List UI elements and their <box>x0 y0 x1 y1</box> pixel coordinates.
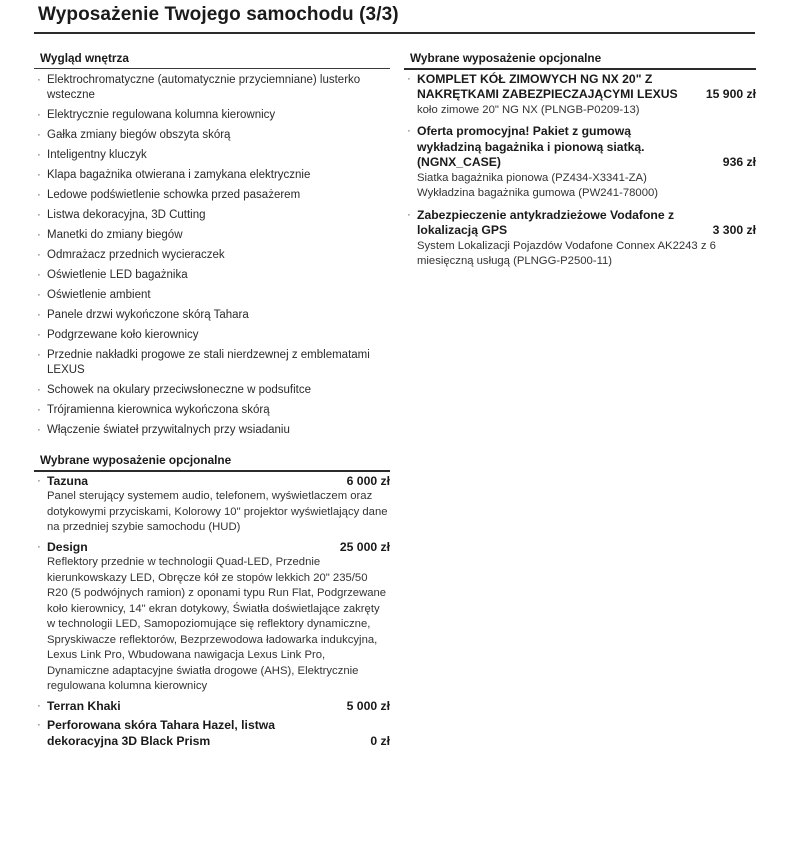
interior-feature-item <box>34 228 390 243</box>
interior-feature-item <box>34 383 390 398</box>
option-description-line: koło zimowe 20" NG NX (PLNGB-P0209-13) <box>417 103 640 116</box>
right-column <box>404 51 756 276</box>
bullet-icon: · <box>37 169 41 181</box>
interior-feature-text: Odmrażacz przednich wycieraczek <box>47 249 225 261</box>
bullet-icon: · <box>37 109 41 121</box>
interior-feature-item <box>34 168 390 183</box>
interior-feature-item <box>34 108 390 123</box>
interior-feature-text: Manetki do zmiany biegów <box>47 229 183 241</box>
bullet-icon: · <box>37 229 41 241</box>
interior-feature-text: Przednie nakładki progowe ze stali nierdzewnej z emblematami LEXUS <box>47 349 370 376</box>
interior-feature-item <box>34 423 390 438</box>
bullet-icon: · <box>37 149 41 161</box>
bullet-icon: · <box>37 329 41 341</box>
bullet-icon: · <box>37 719 41 731</box>
bullet-icon: · <box>37 540 41 553</box>
option-price: 0 zł <box>370 733 390 748</box>
interior-feature-text: Oświetlenie LED bagażnika <box>47 269 188 281</box>
interior-feature-item <box>34 208 390 223</box>
interior-feature-text: Podgrzewane koło kierownicy <box>47 329 199 341</box>
title-divider <box>34 32 755 34</box>
bullet-icon: · <box>37 249 41 261</box>
option-price: 5 000 zł <box>346 698 390 713</box>
option-name: Perforowana skóra Tahara Hazel, listwa dekoracyjna 3D Black Prism <box>47 718 276 748</box>
interior-feature-item <box>34 148 390 163</box>
interior-feature-text: Elektrochromatyczne (automatycznie przyciemniane) lusterko wsteczne <box>47 74 361 101</box>
interior-feature-item <box>34 348 390 378</box>
option-name: Terran Khaki <box>47 698 121 713</box>
interior-feature-text: Klapa bagażnika otwierana i zamykana elektrycznie <box>47 169 311 181</box>
option-header <box>47 474 390 490</box>
option-name: Zabezpieczenie antykradzieżowe Vodafone z lokalizacją GPS <box>417 207 675 237</box>
option-item <box>34 540 390 695</box>
option-price: 3 300 zł <box>712 223 756 237</box>
option-header <box>417 72 756 103</box>
interior-feature-item <box>34 73 390 103</box>
interior-feature-text: Elektrycznie regulowana kolumna kierownicy <box>47 109 276 121</box>
option-item <box>404 208 756 270</box>
bullet-icon: · <box>37 474 41 487</box>
bullet-icon: · <box>37 349 41 361</box>
bullet-icon: · <box>37 309 41 321</box>
option-description-line: Siatka bagażnika pionowa (PZ434-X3341-ZA) <box>417 171 647 184</box>
interior-feature-item <box>34 128 390 143</box>
bullet-icon: · <box>407 72 411 85</box>
interior-feature-item <box>34 403 390 418</box>
option-name: Tazuna <box>47 473 89 488</box>
option-header <box>417 208 756 239</box>
option-header <box>47 718 390 749</box>
bullet-icon: · <box>37 189 41 201</box>
interior-feature-text: Listwa dekoracyjna, 3D Cutting <box>47 209 206 221</box>
bullet-icon: · <box>37 74 41 86</box>
left-options-heading: Wybrane wyposażenie opcjonalne <box>40 453 232 467</box>
bullet-icon: · <box>407 208 411 221</box>
option-price: 25 000 zł <box>339 539 390 554</box>
interior-feature-text: Schowek na okulary przeciwsłoneczne w podsufitce <box>47 384 311 396</box>
interior-feature-text: Panele drzwi wykończone skórą Tahara <box>47 309 249 321</box>
right-options-divider <box>404 68 756 70</box>
option-description: Panel sterujący systemem audio, telefonem, wyświetlaczem oraz dotykowymi przyciskami, Kolorowy 10" projektor wyświetlający dane na przedniej szybie samochodu (HUD) <box>47 490 388 533</box>
bullet-icon: · <box>37 699 41 712</box>
left-options-list <box>34 474 390 750</box>
interior-feature-text: Inteligentny kluczyk <box>47 149 147 161</box>
option-item <box>404 124 756 202</box>
interior-section-heading: Wygląd wnętrza <box>40 51 129 65</box>
option-name: Design <box>47 539 88 554</box>
bullet-icon: · <box>37 129 41 141</box>
bullet-icon: · <box>37 384 41 396</box>
interior-feature-list <box>34 73 390 438</box>
interior-section-divider <box>34 68 390 69</box>
interior-feature-item <box>34 248 390 263</box>
interior-feature-text: Trójramienna kierownica wykończona skórą <box>47 404 270 416</box>
interior-feature-item <box>34 308 390 323</box>
interior-feature-item <box>34 268 390 283</box>
option-item <box>34 699 390 715</box>
option-header <box>417 124 756 171</box>
bullet-icon: · <box>37 209 41 221</box>
bullet-icon: · <box>37 424 41 436</box>
option-description: Reflektory przednie w technologii Quad-LED, Przednie kierunkowskazy LED, Obręcze kół ze stopów lekkich 20" 235/50 R20 (5 podwójnych ramion) z oponami typu Run Flat, Podgrzewane koło kierownicy, 14" ekran dotykowy, Światła doświetlające zakręty w technologii LED, Samopoziomujące się reflektory dynamiczne, Spryskiwacze reflektorów, Bezprzewodowa ładowarka indukcyjna, Lexus Link Pro, Wbudowana nawigacja Lexus Link Pro, Dynamiczne adaptacyjne światła drogowe (AHS), Elektrycznie regulowana kolumna kierownicy <box>47 556 387 692</box>
page-title: Wyposażenie Twojego samochodu (3/3) <box>38 4 399 25</box>
option-item <box>34 718 390 749</box>
option-description-line: Wykładzina bagażnika gumowa (PW241-78000) <box>417 187 659 199</box>
option-price: 936 zł <box>722 155 756 169</box>
interior-feature-item <box>34 328 390 343</box>
interior-feature-text: Gałka zmiany biegów obszyta skórą <box>47 129 231 141</box>
option-item <box>34 474 390 536</box>
right-options-list <box>404 72 756 270</box>
interior-feature-text: Ledowe podświetlenie schowka przed pasażerem <box>47 189 301 201</box>
interior-feature-item <box>34 288 390 303</box>
bullet-icon: · <box>37 289 41 301</box>
left-column <box>34 51 390 753</box>
bullet-icon: · <box>407 125 411 137</box>
bullet-icon: · <box>37 269 41 281</box>
right-options-heading: Wybrane wyposażenie opcjonalne <box>410 51 602 65</box>
option-price: 15 900 zł <box>705 87 756 101</box>
option-item <box>404 72 756 119</box>
option-header <box>47 540 390 556</box>
bullet-icon: · <box>37 404 41 416</box>
option-price: 6 000 zł <box>346 473 390 488</box>
option-name: Oferta promocyjna! Pakiet z gumową wykładziną bagażnika i pionową siatką. (NGNX_CASE) <box>417 124 645 169</box>
option-description-line: System Lokalizacji Pojazdów Vodafone Connex AK2243 z 6 miesięczną usługą (PLNGG-P2500-11) <box>417 239 716 267</box>
option-name: KOMPLET KÓŁ ZIMOWYCH NG NX 20" Z NAKRĘTKAMI ZABEZPIECZAJĄCYMI LEXUS <box>417 71 678 101</box>
left-options-divider <box>34 470 390 472</box>
interior-feature-text: Włączenie świateł przywitalnych przy wsiadaniu <box>47 424 290 436</box>
interior-feature-item <box>34 188 390 203</box>
interior-feature-text: Oświetlenie ambient <box>47 289 151 301</box>
option-header <box>47 699 390 715</box>
